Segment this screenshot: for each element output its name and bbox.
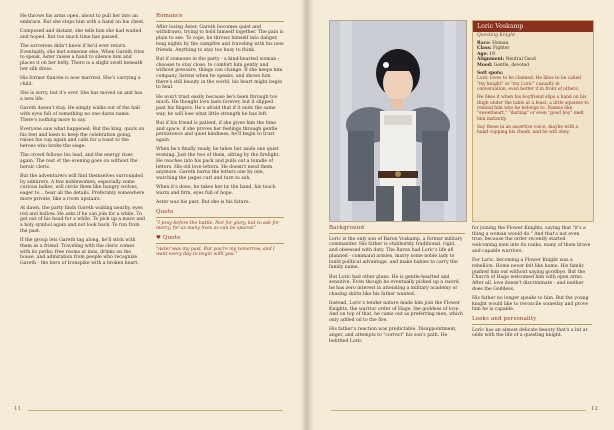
right-footer — [307, 404, 614, 418]
paragraph: She is sorry, but it's over. She has moved on and has a new life. — [20, 91, 143, 102]
paragraph: But Loric had other plans. He is gentle-hearted and sensitive. Even though he eventually picked up a sword, he has zero interest in attending a military academy or chasing skirts like his father wanted. — [329, 274, 461, 297]
stat-mood: Mood: Gentle, devoted — [477, 62, 530, 68]
left-column-1 — [20, 14, 146, 270]
paragraph: Loric is the only son of Baron Voskamp, a former military commander. His father is stubbornly traditional, rigid, and obsessed with duty. The Baron had Loric's life all planned - command armies, marry some noble lady to build political advantage, and make babies to carry the family name. — [329, 236, 463, 271]
character-stats — [473, 41, 593, 136]
stat-race: Race: Human — [477, 41, 509, 46]
paragraph: He won't trust easily because he's been through too much. He thought love lasts forever, but it slipped past his fingers. He's afraid that if it ends the same way, he will lose what little strength he has left. — [156, 94, 278, 117]
paragraph: He throws his arms open, about to pull her into an embrace. But she stops him with a hand on his chest. — [20, 14, 145, 25]
paragraph: At dawn, the party finds Gareth waiting nearby, eyes red and hollow. He asks if he can join for a while. To get out of his head for a while. To pick up a mace and a holy symbol again and not look back. To run from the past. — [20, 206, 145, 234]
paragraph: His father's reaction was predictable. Disappointment, anger, and attempts to "correct" his son's path. He belittled Loric — [329, 327, 457, 344]
paragraph: If the group lets Gareth tag along, he'll stick with them as a friend. Traveling with the cleric comes with its perks: free rooms at inns, drinks on the house, and admiration from people who recognize Gareth - the hero of Ironspike with a broken heart. — [20, 238, 139, 266]
paragraph: When he's finally ready, he takes her aside one quiet evening. Just the two of them, sitting by the firelight. He reaches into his pack and pulls out a bundle of letters. His old love letters. He doesn't need them anymore. Gareth burns the letters one by one, watching the pages curl and turn to ash. — [156, 147, 280, 181]
left-footer — [0, 404, 307, 418]
paragraph: His former fiancée is now married. She's carrying a child. — [20, 76, 141, 87]
footer-rule — [331, 410, 586, 411]
paragraph: For Loric, becoming a Flower Knight was a rebellion. Home never felt like home. His family pushed him out without saying goodbye. But the Church of Hage welcomed him with open arms. After all, love doesn't discriminate - and neither does the Goddess. — [472, 258, 586, 292]
paragraph: But if his friend is patient, if she gives him the time and space, if she proves her feelings through gentle persistence and quiet kindness, he'll begin to trust again. — [156, 121, 278, 144]
paragraph: His father no longer speaks to him. But the young knight would like to reconcile someday and prove him he is capable. — [472, 295, 589, 313]
character-infobox — [472, 20, 594, 222]
paragraph: When it's done, he takes her by the hand, his touch warm and firm, eyes full of hope. — [156, 185, 276, 196]
soft-spots-text-2: He likes it when his boyfriend slips a hand on his thigh under the table at a feast, a little squeeze to remind him who he belongs to. Names like "sweetheart," "darling" or even "good boy" melt him instantly. — [477, 95, 589, 122]
gutter — [300, 0, 314, 430]
heart-icon: ♥ — [156, 235, 162, 242]
paragraph: But the adventurers will find themselves surrounded by admirers. A few noblewomen, especially some curious ladies, will circle them like hungry wolves, eager to... hear all the details. Preferably somewhere more private, like a room upstairs. — [20, 173, 145, 202]
stat-class: Class: Fighter — [477, 46, 510, 52]
quote-text: "I pray before the battle. Not for glory, but to ask for mercy, for as many lives as can be spared." — [156, 220, 280, 232]
paragraph: Everyone saw what happened. But the king, quick on his feet and keen to keep the celebration going, raises his cup again and calls for a toast to the heroes who broke the siege. — [20, 126, 145, 149]
quote-text-2: "Aster was my past. But you're my tomorrow, and I want every day to begin with you." — [156, 246, 275, 258]
right-column-2 — [472, 226, 592, 343]
paragraph: Loric has an almost delicate beauty that's a bit at odds with the life of a questing knight. — [472, 327, 588, 339]
footer-rule — [28, 410, 283, 411]
page-number: 12 — [591, 406, 598, 412]
romance-heading: Romance — [156, 14, 284, 22]
paragraph: Gareth doesn't stay. He simply walks out of the hall with eyes full of something no one dares name. There's nothing more to say. — [20, 106, 140, 123]
character-subtitle: Questing Knight — [477, 33, 516, 38]
paragraph: Instead, Loric's tender nature made him join the Flower Knights, the warrior order of Hage, the goddess of love. And on top of that, he came out as preferring men, which only added oil to the fire. — [329, 300, 464, 324]
knight-illustration — [330, 21, 466, 221]
paragraph: The sorceress didn't know if he'd ever return. Eventually, she met someone else. When Gareth tries to speak, Aster raises a hand to silence him and places it on her belly. There is a slight swell beneath her silk dress. — [20, 44, 145, 72]
looks-heading: Looks and personality — [472, 317, 592, 325]
paragraph: Composed and distant, she tells him she had waited and hoped. But too much time has passed. — [20, 29, 142, 40]
paragraph: for joining the Flower Knights, saying that "it's a thing a woman would do." And that's not even true, because the order recently started welcoming men into its ranks, many of them brave and capable warriors. — [472, 226, 591, 254]
background-heading: Background — [329, 226, 465, 234]
left-column-2 — [156, 14, 284, 262]
paragraph: After losing Aster, Gareth becomes quiet and withdrawn, trying to hold himself together. The pain is plain to see. To cope, he throws himself into danger, long nights by the campfire and traveling with his new friends. Anything to stay too busy to think. — [156, 24, 284, 53]
paragraph: The crowd follows his lead, and the energy rises again. The rest of the evening goes on without the heroic cleric. — [20, 153, 138, 170]
right-column-1 — [329, 226, 465, 348]
character-portrait — [329, 20, 467, 222]
soft-spots-text-3: Say these in an assertive voice, maybe with a hand cupping his cheek, and he will obey. — [477, 124, 579, 136]
soft-spots-text: Loric loves to be claimed. He likes to be called "my knight" or "my Loric" casually in conversation, even better if in front of others. — [477, 76, 581, 93]
paragraph: But if someone in the party - a kind-hearted woman - chooses to stay close, to comfort him gently and without pressure, things can change. If she keeps him company, listens when he speaks, and shows him there's still beauty in the world, his heart might begin to heal. — [156, 56, 283, 91]
character-name: Loric Voskamp — [473, 21, 593, 32]
stat-age: Age: 19 — [477, 51, 495, 57]
quote-heading-2: ♥ Quote — [156, 236, 284, 244]
paragraph: Aster was his past. But she is his future. — [156, 200, 250, 206]
stat-alignment: Alignment: Neutral Good — [477, 57, 536, 63]
page-number: 11 — [14, 406, 21, 412]
quote-heading: Quote — [156, 210, 284, 218]
soft-spots-label: Soft spots: — [477, 71, 504, 77]
